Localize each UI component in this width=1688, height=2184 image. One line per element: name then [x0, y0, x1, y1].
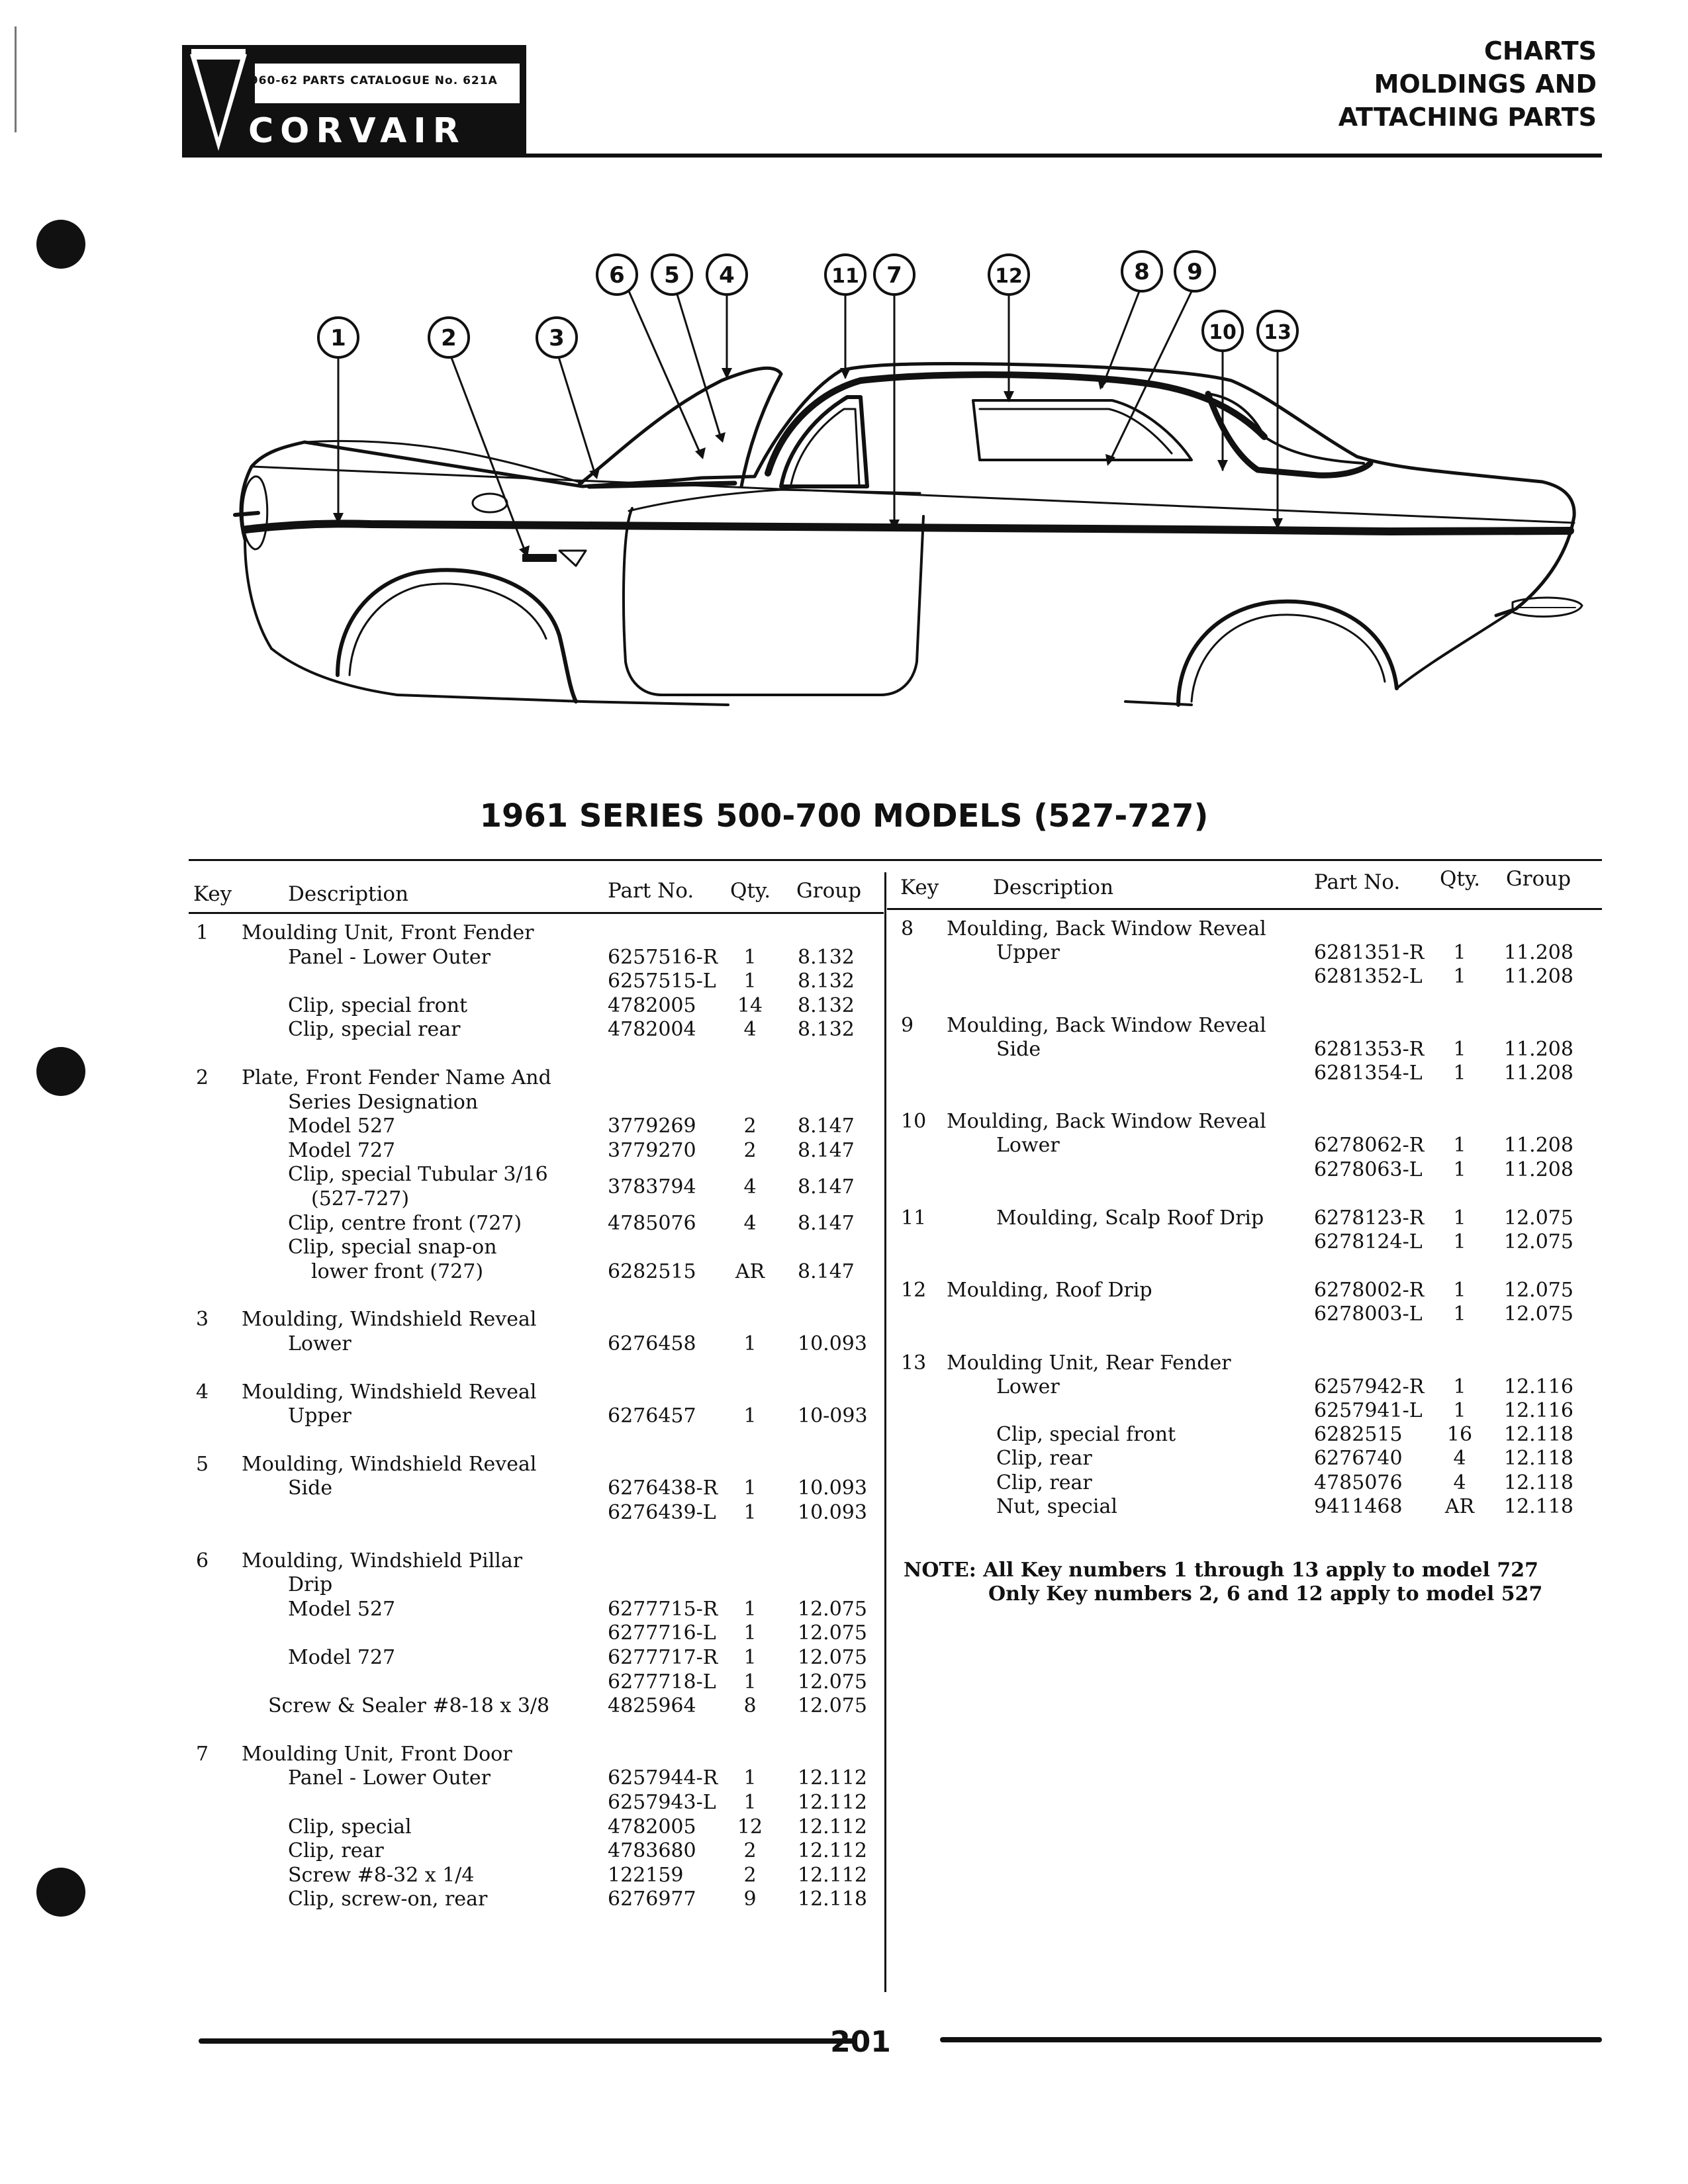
- row-part-number: 6277718-L: [608, 1670, 716, 1694]
- row-qty: 14: [737, 993, 763, 1017]
- right-header-rule: [887, 908, 1602, 910]
- row-part-number: 6281353-R: [1314, 1037, 1425, 1061]
- row-description: (527-727): [311, 1187, 410, 1210]
- row-key: 6: [196, 1549, 209, 1572]
- row-part-number: 6276457: [608, 1404, 696, 1428]
- row-part-number: 122159: [608, 1863, 684, 1887]
- row-description: Upper: [288, 1404, 352, 1428]
- row-qty: 1: [1453, 965, 1466, 989]
- row-part-number: 6281354-L: [1314, 1062, 1423, 1085]
- row-group: 12.075: [1504, 1279, 1573, 1302]
- callout-6: [597, 255, 637, 295]
- row-qty: AR: [735, 1259, 765, 1283]
- left-header-part-no: Part No.: [608, 879, 694, 903]
- row-qty: 1: [743, 1766, 757, 1790]
- row-group: 12.118: [1504, 1471, 1573, 1494]
- row-qty: 1: [743, 1597, 757, 1621]
- row-qty: 8: [743, 1694, 757, 1718]
- row-part-number: 3779269: [608, 1115, 696, 1138]
- callout-5: [652, 255, 692, 295]
- callout-4: [707, 255, 747, 295]
- row-key: 1: [196, 921, 209, 944]
- row-qty: 1: [743, 1501, 757, 1524]
- row-part-number: 6257943-L: [608, 1791, 716, 1814]
- row-description: Moulding, Back Window Reveal: [947, 917, 1266, 940]
- section-title-line-1: CHARTS: [1484, 36, 1597, 66]
- row-qty: 1: [743, 1670, 757, 1694]
- callout-9: [1175, 251, 1215, 291]
- row-qty: 12: [737, 1815, 763, 1839]
- row-qty: 1: [743, 945, 757, 969]
- row-description: Clip, special front: [996, 1423, 1176, 1447]
- row-group: 12.116: [1504, 1375, 1573, 1398]
- row-part-number: 6281352-L: [1314, 965, 1423, 989]
- row-part-number: 6278123-R: [1314, 1206, 1425, 1230]
- row-qty: 1: [743, 1646, 757, 1669]
- row-group: 12.075: [1504, 1206, 1573, 1230]
- row-qty: 1: [1453, 1399, 1466, 1422]
- row-description: lower front (727): [311, 1259, 484, 1283]
- row-qty: AR: [1444, 1494, 1475, 1518]
- row-group: 12.112: [798, 1791, 867, 1814]
- svg-text:2: 2: [441, 325, 457, 351]
- row-part-number: 6257941-L: [1314, 1399, 1423, 1422]
- callout-2: [429, 318, 469, 357]
- row-description: Moulding, Back Window Reveal: [947, 1110, 1266, 1134]
- row-qty: 1: [1453, 1134, 1466, 1158]
- note-line-1: NOTE: All Key numbers 1 through 13 apply to model 727: [904, 1559, 1539, 1582]
- row-group: 10-093: [798, 1404, 868, 1428]
- row-description: Clip, special: [288, 1815, 412, 1839]
- row-description: Moulding, Roof Drip: [947, 1279, 1152, 1302]
- row-description: Moulding, Scalp Roof Drip: [996, 1206, 1264, 1230]
- row-group: 12.075: [798, 1694, 867, 1718]
- row-group: 12.118: [1504, 1423, 1573, 1447]
- row-key: 9: [901, 1013, 914, 1037]
- row-qty: 4: [1453, 1447, 1466, 1471]
- footer-rule-left: [199, 2038, 854, 2044]
- row-group: 11.208: [1504, 1062, 1573, 1085]
- corvair-logo: [182, 45, 526, 158]
- row-qty: 1: [1453, 1062, 1466, 1085]
- row-part-number: 4782004: [608, 1018, 696, 1042]
- row-group: 12.075: [798, 1597, 867, 1621]
- callout-1: [318, 318, 358, 357]
- row-description: Side: [288, 1477, 333, 1500]
- left-header-qty: Qty.: [730, 879, 771, 903]
- callout-10: [1203, 311, 1243, 351]
- row-part-number: 3779270: [608, 1138, 696, 1162]
- section-title-line-3: ATTACHING PARTS: [1338, 103, 1597, 132]
- callout-7: [874, 255, 914, 295]
- row-part-number: 6257942-R: [1314, 1375, 1425, 1398]
- right-header-group: Group: [1506, 867, 1571, 891]
- left-header-description: Description: [288, 882, 409, 906]
- callout-13: [1258, 311, 1297, 351]
- row-qty: 1: [743, 970, 757, 993]
- row-description: Screw & Sealer #8-18 x 3/8: [268, 1694, 550, 1718]
- right-header-description: Description: [993, 876, 1114, 899]
- row-description: Model 527: [288, 1597, 396, 1621]
- row-part-number: 6277716-L: [608, 1621, 716, 1645]
- row-part-number: 6278003-L: [1314, 1302, 1423, 1326]
- row-group: 8.132: [798, 993, 855, 1017]
- row-part-number: 6276977: [608, 1888, 696, 1911]
- row-description: Model 727: [288, 1646, 396, 1669]
- row-description: Lower: [288, 1332, 352, 1355]
- right-header-part-no: Part No.: [1314, 870, 1401, 894]
- left-header-key: Key: [193, 882, 232, 906]
- row-qty: 1: [1453, 1279, 1466, 1302]
- row-qty: 4: [1453, 1471, 1466, 1494]
- right-header-qty: Qty.: [1440, 867, 1481, 891]
- row-part-number: 4782005: [608, 1815, 696, 1839]
- row-key: 3: [196, 1308, 209, 1332]
- row-qty: 1: [743, 1791, 757, 1814]
- row-qty: 1: [743, 1477, 757, 1500]
- row-group: 12.075: [798, 1646, 867, 1669]
- row-qty: 1: [1453, 1302, 1466, 1326]
- section-title-line-2: MOLDINGS AND: [1374, 69, 1597, 99]
- row-key: 4: [196, 1380, 209, 1404]
- row-description: Moulding, Windshield Reveal: [242, 1380, 537, 1404]
- car-moldings-diagram: [199, 238, 1589, 715]
- row-qty: 2: [743, 1839, 757, 1863]
- left-header-rule: [189, 912, 884, 914]
- row-key: 2: [196, 1066, 209, 1089]
- row-group: 12.116: [1504, 1399, 1573, 1422]
- row-group: 8.147: [798, 1259, 855, 1283]
- row-group: 11.208: [1504, 1037, 1573, 1061]
- left-header-group: Group: [796, 879, 862, 903]
- row-qty: 1: [743, 1404, 757, 1428]
- row-key: 13: [901, 1351, 927, 1375]
- row-qty: 1: [1453, 1206, 1466, 1230]
- row-group: 12.112: [798, 1815, 867, 1839]
- svg-text:12: 12: [995, 265, 1023, 288]
- row-qty: 4: [743, 1175, 757, 1199]
- row-description: Upper: [996, 941, 1060, 965]
- row-part-number: 9411468: [1314, 1494, 1403, 1518]
- row-description: Lower: [996, 1375, 1060, 1398]
- row-part-number: 6277717-R: [608, 1646, 718, 1669]
- row-part-number: 6282515: [608, 1259, 696, 1283]
- callout-3: [537, 318, 577, 357]
- row-group: 8.132: [798, 1018, 855, 1042]
- svg-text:8: 8: [1134, 259, 1150, 285]
- row-qty: 9: [743, 1888, 757, 1911]
- row-description: Model 527: [288, 1115, 396, 1138]
- row-key: 12: [901, 1279, 927, 1302]
- row-group: 12.075: [1504, 1302, 1573, 1326]
- row-description: Side: [996, 1037, 1041, 1061]
- row-description: Clip, special snap-on: [288, 1236, 497, 1259]
- callout-8: [1122, 251, 1162, 291]
- row-description: Clip, rear: [996, 1471, 1092, 1494]
- header-rule: [526, 154, 1602, 158]
- row-part-number: 6282515: [1314, 1423, 1403, 1447]
- row-part-number: 6278062-R: [1314, 1134, 1425, 1158]
- row-group: 8.147: [798, 1175, 855, 1199]
- note-line-2: Only Key numbers 2, 6 and 12 apply to model 527: [988, 1582, 1543, 1606]
- row-group: 12.075: [1504, 1230, 1573, 1253]
- row-part-number: 6257516-R: [608, 945, 718, 969]
- row-group: 8.132: [798, 945, 855, 969]
- row-part-number: 3783794: [608, 1175, 696, 1199]
- svg-text:4: 4: [719, 262, 735, 289]
- row-description: Clip, screw-on, rear: [288, 1888, 488, 1911]
- row-group: 12.118: [798, 1888, 867, 1911]
- row-key: 10: [901, 1110, 927, 1134]
- row-part-number: 4825964: [608, 1694, 696, 1718]
- row-group: 12.112: [798, 1766, 867, 1790]
- row-description: Clip, special front: [288, 993, 468, 1017]
- row-description: Plate, Front Fender Name And: [242, 1066, 551, 1089]
- row-qty: 2: [743, 1115, 757, 1138]
- margin-rule: [15, 26, 17, 132]
- row-group: 10.093: [798, 1477, 867, 1500]
- svg-text:1: 1: [330, 325, 346, 351]
- row-description: Screw #8-32 x 1/4: [288, 1863, 475, 1887]
- row-part-number: 4782005: [608, 993, 696, 1017]
- row-part-number: 6278124-L: [1314, 1230, 1423, 1253]
- section-title: [1338, 34, 1597, 134]
- row-part-number: 4783680: [608, 1839, 696, 1863]
- row-qty: 16: [1446, 1423, 1473, 1447]
- row-qty: 2: [743, 1138, 757, 1162]
- row-description: Panel - Lower Outer: [288, 1766, 491, 1790]
- row-description: Model 727: [288, 1138, 396, 1162]
- brand-name: CORVAIR: [248, 111, 466, 151]
- column-divider: [884, 872, 886, 1992]
- row-group: 10.093: [798, 1501, 867, 1524]
- row-description: Clip, rear: [996, 1447, 1092, 1471]
- row-qty: 1: [1453, 1375, 1466, 1398]
- row-description: Clip, centre front (727): [288, 1211, 522, 1235]
- svg-text:3: 3: [549, 325, 565, 351]
- row-part-number: 6257515-L: [608, 970, 716, 993]
- row-part-number: 4785076: [1314, 1471, 1403, 1494]
- row-description: Moulding Unit, Rear Fender: [947, 1351, 1231, 1375]
- row-group: 12.075: [798, 1670, 867, 1694]
- row-description: Panel - Lower Outer: [288, 945, 491, 969]
- row-part-number: 6276458: [608, 1332, 696, 1355]
- row-description: Clip, special rear: [288, 1018, 461, 1042]
- row-description: Moulding, Windshield Reveal: [242, 1308, 537, 1332]
- row-part-number: 6257944-R: [608, 1766, 718, 1790]
- row-group: 12.075: [798, 1621, 867, 1645]
- footer-rule-right: [940, 2037, 1602, 2042]
- crest-icon: [182, 45, 255, 158]
- row-description: Moulding, Windshield Pillar: [242, 1549, 523, 1572]
- row-description: Drip: [288, 1573, 333, 1597]
- row-group: 8.147: [798, 1211, 855, 1235]
- row-qty: 1: [1453, 1037, 1466, 1061]
- row-part-number: 6276740: [1314, 1447, 1403, 1471]
- row-qty: 4: [743, 1211, 757, 1235]
- row-key: 7: [196, 1742, 209, 1766]
- callout-11: [825, 255, 865, 295]
- row-qty: 1: [743, 1332, 757, 1355]
- row-qty: 1: [743, 1621, 757, 1645]
- row-group: 10.093: [798, 1332, 867, 1355]
- svg-text:10: 10: [1209, 321, 1237, 344]
- callout-12: [989, 255, 1029, 295]
- row-group: 11.208: [1504, 965, 1573, 989]
- row-qty: 2: [743, 1863, 757, 1887]
- binder-hole: [36, 1047, 85, 1096]
- right-header-key: Key: [900, 876, 939, 899]
- row-group: 12.112: [798, 1863, 867, 1887]
- row-description: Moulding, Back Window Reveal: [947, 1013, 1266, 1037]
- catalogue-label: 1960-62 PARTS CATALOGUE No. 621A: [242, 74, 498, 87]
- svg-text:5: 5: [664, 262, 680, 289]
- row-description: Clip, rear: [288, 1839, 384, 1863]
- row-group: 8.132: [798, 970, 855, 993]
- row-description: Moulding Unit, Front Door: [242, 1742, 512, 1766]
- row-qty: 1: [1453, 941, 1466, 965]
- row-description: Moulding Unit, Front Fender: [242, 921, 534, 944]
- binder-hole: [36, 220, 85, 269]
- binder-hole: [36, 1868, 85, 1917]
- row-part-number: 6278002-R: [1314, 1279, 1425, 1302]
- svg-text:7: 7: [886, 262, 902, 289]
- row-group: 11.208: [1504, 1158, 1573, 1181]
- svg-text:11: 11: [831, 265, 859, 288]
- row-group: 11.208: [1504, 1134, 1573, 1158]
- row-group: 8.147: [798, 1115, 855, 1138]
- row-part-number: 6276439-L: [608, 1501, 716, 1524]
- row-qty: 1: [1453, 1230, 1466, 1253]
- row-description: Series Designation: [288, 1090, 479, 1114]
- row-key: 8: [901, 917, 914, 940]
- svg-text:6: 6: [609, 262, 625, 289]
- row-part-number: 6278063-L: [1314, 1158, 1423, 1181]
- series-title: 1961 SERIES 500-700 MODELS (527-727): [479, 797, 1209, 835]
- row-group: 12.118: [1504, 1494, 1573, 1518]
- page-number: 201: [830, 2025, 891, 2059]
- row-qty: 4: [743, 1018, 757, 1042]
- row-key: 5: [196, 1452, 209, 1476]
- row-description: Lower: [996, 1134, 1060, 1158]
- svg-text:13: 13: [1264, 321, 1291, 344]
- row-group: 12.118: [1504, 1447, 1573, 1471]
- row-description: Moulding, Windshield Reveal: [242, 1452, 537, 1476]
- row-part-number: 6276438-R: [608, 1477, 718, 1500]
- row-group: 11.208: [1504, 941, 1573, 965]
- row-part-number: 4785076: [608, 1211, 696, 1235]
- row-qty: 1: [1453, 1158, 1466, 1181]
- row-description: Nut, special: [996, 1494, 1117, 1518]
- svg-text:9: 9: [1187, 259, 1203, 285]
- row-group: 8.147: [798, 1138, 855, 1162]
- row-part-number: 6277715-R: [608, 1597, 718, 1621]
- row-description: Clip, special Tubular 3/16: [288, 1163, 548, 1187]
- row-group: 12.112: [798, 1839, 867, 1863]
- row-key: 11: [901, 1206, 927, 1230]
- table-top-rule: [189, 859, 1602, 861]
- row-part-number: 6281351-R: [1314, 941, 1425, 965]
